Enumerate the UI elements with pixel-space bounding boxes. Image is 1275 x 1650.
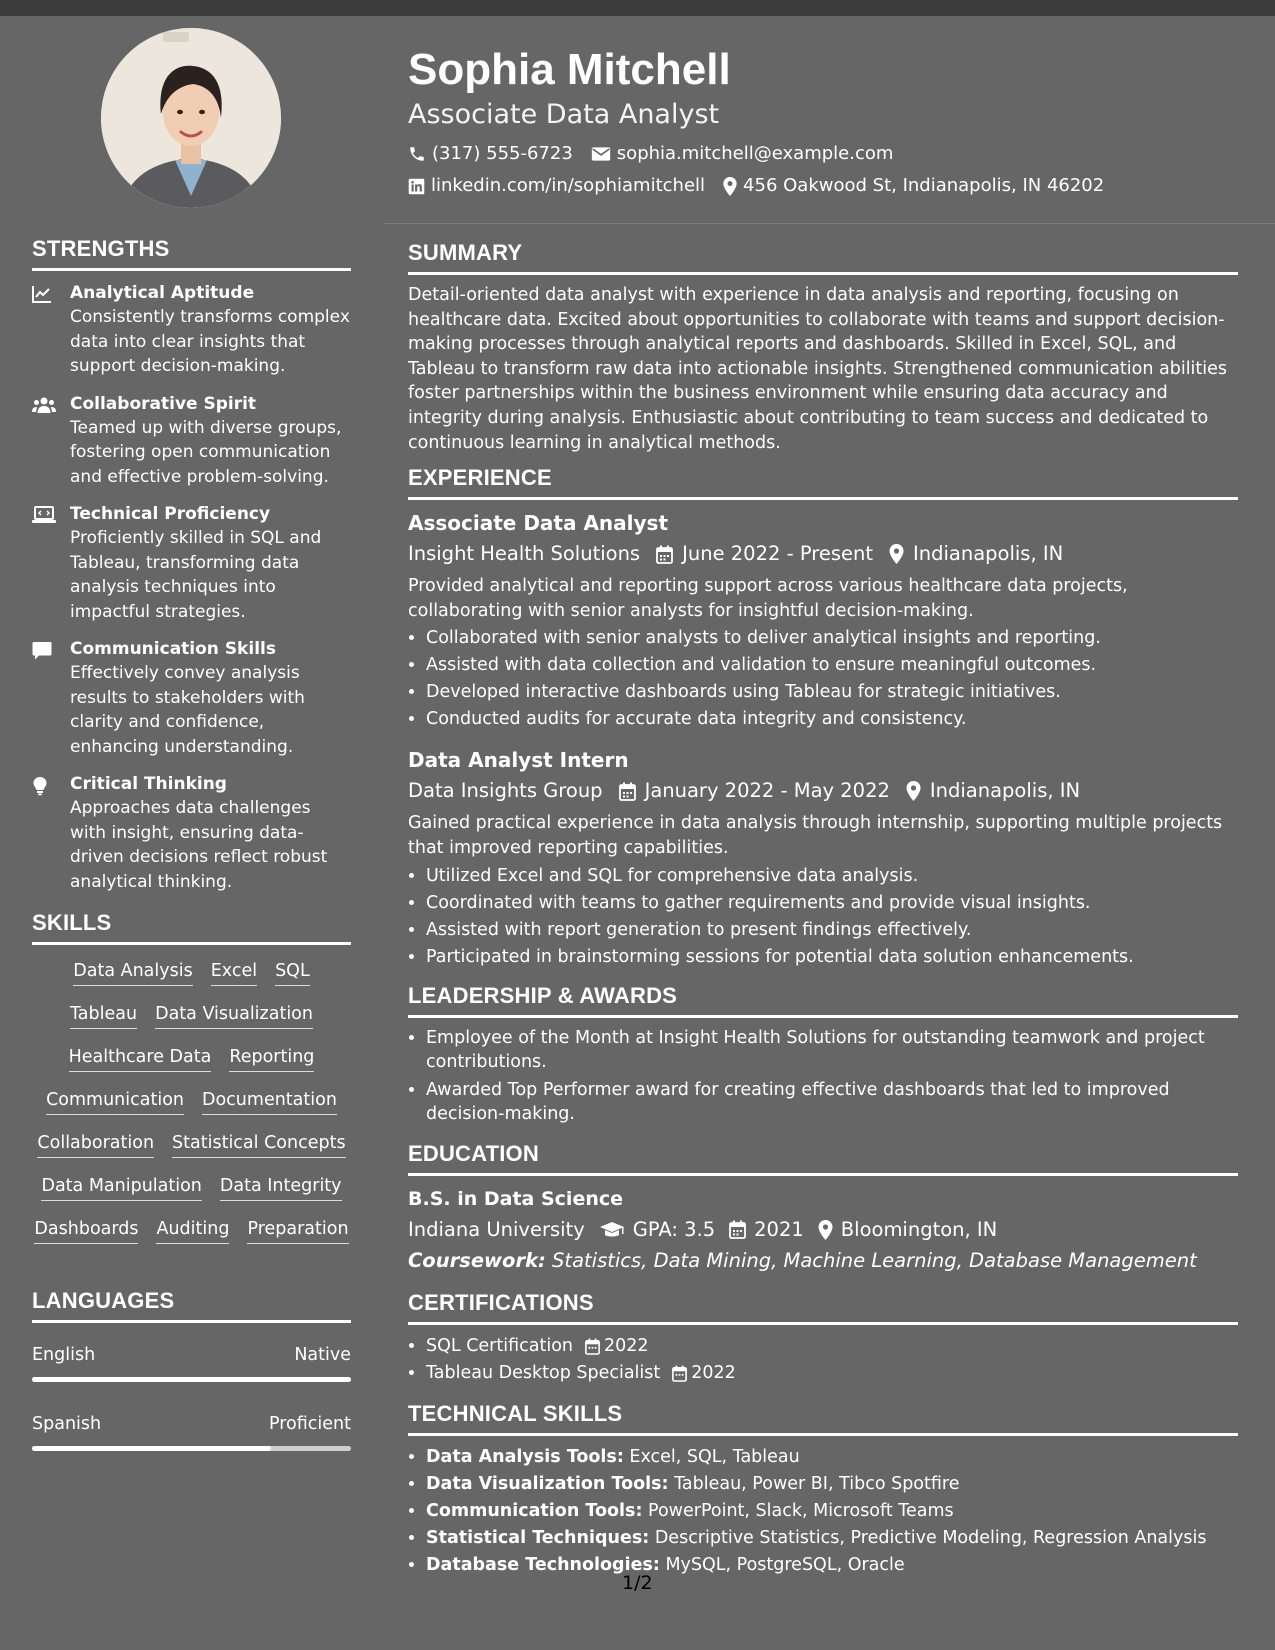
linkedin-contact[interactable] [408, 170, 705, 202]
language-level: Native [294, 1345, 351, 1365]
leadership-list [408, 1026, 1238, 1127]
leadership-section [408, 983, 1238, 1127]
chart-line-icon [32, 285, 52, 303]
technical-skill-item [426, 1444, 1238, 1471]
job-bullet: • Coordinated with teams to gather requirements and provide visual insights. [426, 890, 1238, 917]
job-location: Indianapolis, IN [929, 779, 1081, 803]
technical-skills-section [408, 1401, 1238, 1579]
email-text: sophia.mitchell@example.com [616, 143, 894, 164]
skill-chip: Data Integrity [220, 1174, 342, 1201]
strength-item [32, 392, 351, 490]
strength-title: Technical Proficiency [70, 504, 271, 524]
certification-item [426, 1333, 1238, 1360]
strength-item [32, 637, 351, 759]
strength-item [32, 281, 351, 379]
leadership-item: • Awarded Top Performer award for creating effective dashboards that led to improved decision-making. [426, 1078, 1238, 1127]
experience-section [408, 465, 1238, 970]
job-company: Insight Health Solutions [408, 542, 641, 566]
resume-header [408, 42, 1238, 202]
technical-skill-label: Data Analysis Tools: [426, 1446, 624, 1467]
skill-chip: Data Manipulation [41, 1174, 201, 1201]
certifications-list [408, 1333, 1238, 1387]
phone-icon [408, 145, 426, 163]
graduation-cap-icon [599, 1221, 625, 1239]
language-proficiency-fill [32, 1446, 271, 1451]
main-column [408, 240, 1238, 1589]
education-year: 2021 [754, 1217, 804, 1241]
technical-skill-value: Descriptive Statistics, Predictive Modeling, Regression Analysis [654, 1527, 1207, 1548]
job-bullet: • Developed interactive dashboards using Tableau for strategic initiatives. [426, 679, 1238, 706]
skills-heading: SKILLS [32, 910, 351, 945]
job-dates: June 2022 - Present [682, 542, 873, 566]
education-location: Bloomington, IN [840, 1217, 998, 1241]
skill-chip: Auditing [156, 1217, 229, 1244]
strength-desc: Teamed up with diverse groups, fostering open communication and effective problem-solving. [70, 417, 342, 487]
summary-text: Detail-oriented data analyst with experience in data analysis and reporting, focusing on healthcare data. Excited about opportunities to collaborate with teams and support decision-making processes through analytical reports and dashboards. Skilled in Excel, SQL, and Tableau to transform raw data into actionable insights. Strengthened communication abilities foster partnerships within the business environment while ensuring data accuracy and integrity during analysis. Enthusiastic about contributing to team success and dedicated to continuous learning in analytical methods. [408, 285, 1228, 453]
skill-chip: Excel [211, 959, 257, 986]
job-entry [408, 745, 1238, 970]
technical-skill-label: Communication Tools: [426, 1500, 643, 1521]
map-marker-icon [906, 781, 921, 801]
job-bullet: • Utilized Excel and SQL for comprehensive data analysis. [426, 863, 1238, 890]
job-bullet: • Assisted with report generation to present findings effectively. [426, 917, 1238, 944]
strength-title: Communication Skills [70, 639, 276, 659]
education-school: Indiana University [408, 1217, 585, 1241]
map-marker-icon [723, 177, 737, 196]
address-contact [723, 170, 1104, 202]
summary-heading: SUMMARY [408, 240, 1238, 275]
strengths-heading: STRENGTHS [32, 236, 351, 271]
strength-item [32, 772, 351, 894]
profile-photo [101, 28, 281, 208]
technical-skill-value: Excel, SQL, Tableau [629, 1446, 800, 1467]
language-item [32, 1412, 351, 1451]
strength-title: Collaborative Spirit [70, 393, 257, 414]
technical-skill-value: PowerPoint, Slack, Microsoft Teams [648, 1500, 954, 1521]
certification-name: • SQL Certification [426, 1335, 573, 1356]
leadership-heading: LEADERSHIP & AWARDS [408, 983, 1238, 1018]
linkedin-text: linkedin.com/in/sophiamitchell [431, 175, 706, 196]
technical-skill-label: Statistical Techniques: [426, 1527, 650, 1548]
experience-heading: EXPERIENCE [408, 465, 1238, 500]
strength-title: Analytical Aptitude [70, 283, 255, 303]
contact-row-2 [408, 170, 1238, 202]
job-meta [408, 538, 1238, 570]
languages-heading: LANGUAGES [32, 1288, 351, 1323]
skill-chip: SQL [275, 959, 310, 986]
phone-contact[interactable] [408, 138, 573, 170]
users-icon [32, 396, 56, 414]
laptop-code-icon [32, 506, 56, 524]
skill-chip: Documentation [202, 1088, 337, 1115]
candidate-name: Sophia Mitchell [408, 45, 731, 94]
skills-list [32, 955, 351, 1244]
technical-skill-value: MySQL, PostgreSQL, Oracle [665, 1554, 905, 1575]
coursework-label: Coursework: [408, 1248, 546, 1272]
job-bullet: • Participated in brainstorming sessions for potential data solution enhancements. [426, 944, 1238, 971]
education-coursework [408, 1246, 1238, 1276]
calendar-icon [619, 782, 636, 801]
education-gpa: GPA: 3.5 [632, 1217, 716, 1241]
language-level: Proficient [269, 1414, 351, 1434]
candidate-title: Associate Data Analyst [408, 99, 720, 130]
job-company: Data Insights Group [408, 779, 603, 803]
skill-chip: Collaboration [37, 1131, 154, 1158]
job-entry [408, 508, 1238, 733]
certifications-heading: CERTIFICATIONS [408, 1290, 1238, 1325]
certifications-section [408, 1290, 1238, 1387]
job-bullet: • Collaborated with senior analysts to deliver analytical insights and reporting. [426, 625, 1238, 652]
technical-skill-label: Database Technologies: [426, 1554, 660, 1575]
envelope-icon [591, 146, 611, 162]
certification-year: 2022 [604, 1335, 649, 1356]
address-text: 456 Oakwood St, Indianapolis, IN 46202 [743, 175, 1105, 196]
skill-chip: Healthcare Data [69, 1045, 212, 1072]
technical-skill-item [426, 1471, 1238, 1498]
skill-chip: Reporting [229, 1045, 314, 1072]
job-bullets [408, 625, 1238, 733]
language-proficiency-bar [32, 1446, 351, 1451]
skill-chip: Data Analysis [73, 959, 192, 986]
page-number: 1/2 [622, 1572, 653, 1594]
technical-skill-item [426, 1498, 1238, 1525]
language-name: Spanish [32, 1414, 102, 1434]
certification-name: • Tableau Desktop Specialist [426, 1362, 661, 1383]
job-dates: January 2022 - May 2022 [644, 779, 890, 803]
strength-desc: Effectively convey analysis results to stakeholders with clarity and confidence, enhancing understanding. [70, 663, 305, 757]
skill-chip: Data Visualization [155, 1002, 313, 1029]
job-location: Indianapolis, IN [913, 542, 1064, 566]
language-proficiency-fill [32, 1377, 351, 1382]
strength-item [32, 502, 351, 624]
summary-section [408, 240, 1238, 455]
phone-text: (317) 555-6723 [432, 143, 573, 164]
map-marker-icon [889, 544, 904, 564]
job-meta [408, 775, 1238, 807]
contact-row-1 [408, 138, 1238, 170]
skill-chip: Communication [46, 1088, 184, 1115]
skill-chip: Preparation [247, 1217, 348, 1244]
calendar-icon [585, 1338, 600, 1355]
leadership-item: • Employee of the Month at Insight Health Solutions for outstanding teamwork and project contributions. [426, 1026, 1238, 1075]
technical-skills-list [408, 1444, 1238, 1579]
map-marker-icon [818, 1220, 833, 1240]
technical-skill-label: Data Visualization Tools: [426, 1473, 669, 1494]
certification-year: 2022 [691, 1362, 736, 1383]
education-heading: EDUCATION [408, 1141, 1238, 1176]
calendar-icon [729, 1220, 746, 1239]
linkedin-icon [408, 178, 425, 195]
lightbulb-icon [32, 776, 48, 796]
job-role: Associate Data Analyst [408, 511, 669, 536]
technical-skills-heading: TECHNICAL SKILLS [408, 1401, 1238, 1436]
job-bullet: • Assisted with data collection and validation to ensure meaningful outcomes. [426, 652, 1238, 679]
skill-chip: Dashboards [34, 1217, 138, 1244]
header-divider [383, 223, 1275, 224]
strength-desc: Proficiently skilled in SQL and Tableau, transforming data analysis techniques into impactful strategies. [70, 528, 322, 622]
education-degree: B.S. in Data Science [408, 1187, 624, 1210]
technical-skill-item [426, 1552, 1238, 1579]
job-bullets [408, 863, 1238, 971]
technical-skill-value: Tableau, Power BI, Tibco Spotfire [674, 1473, 960, 1494]
language-proficiency-bar [32, 1377, 351, 1382]
job-summary: Provided analytical and reporting support across various healthcare data projects, collaborating with senior analysts for insightful decision-making. [408, 576, 1128, 621]
certification-item [426, 1360, 1238, 1387]
top-bar [0, 0, 1275, 16]
technical-skill-item [426, 1525, 1238, 1552]
skill-chip: Tableau [70, 1002, 137, 1029]
coursework-text: Statistics, Data Mining, Machine Learning, Database Management [552, 1248, 1197, 1272]
strength-title: Critical Thinking [70, 774, 227, 794]
left-column [32, 236, 351, 1451]
job-bullet: • Conducted audits for accurate data integrity and consistency. [426, 706, 1238, 733]
calendar-icon [672, 1365, 687, 1382]
strength-desc: Approaches data challenges with insight, ensuring data-driven decisions reflect robust analytical thinking. [70, 798, 328, 892]
skill-chip: Statistical Concepts [172, 1131, 346, 1158]
calendar-icon [656, 545, 673, 564]
strength-desc: Consistently transforms complex data into clear insights that support decision-making. [70, 307, 350, 376]
job-role: Data Analyst Intern [408, 748, 629, 773]
education-section [408, 1141, 1238, 1276]
language-name: English [32, 1345, 96, 1365]
job-summary: Gained practical experience in data analysis through internship, supporting multiple projects that improved reporting capabilities. [408, 813, 1223, 858]
education-meta [408, 1214, 1238, 1246]
email-contact[interactable] [591, 138, 894, 170]
language-item [32, 1343, 351, 1382]
comment-icon [32, 641, 52, 661]
